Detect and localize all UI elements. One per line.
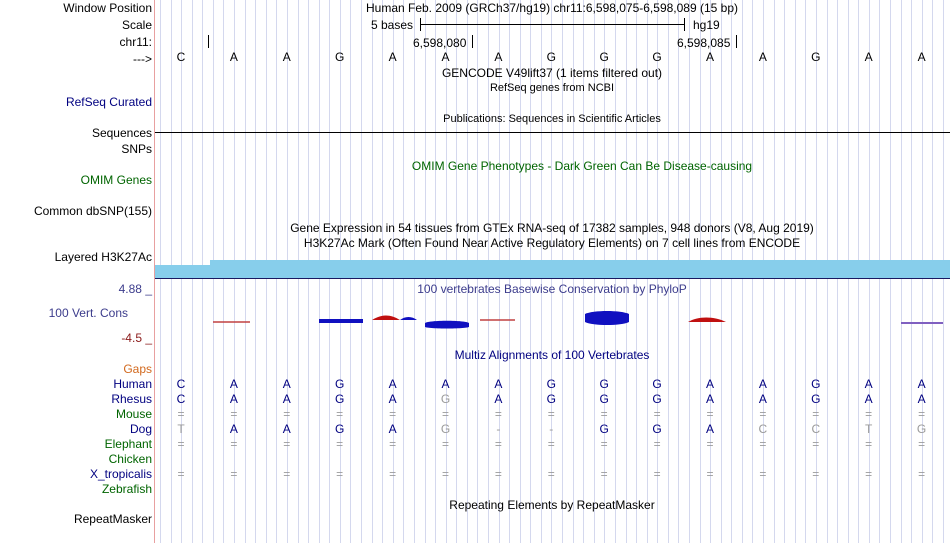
alignment-base: T <box>865 422 873 436</box>
multiz-title[interactable]: Multiz Alignments of 100 Vertebrates <box>454 348 650 362</box>
alignment-base: = <box>177 437 185 451</box>
alignment-base: A <box>229 422 238 436</box>
species-label-human[interactable]: Human <box>113 377 152 391</box>
alignment-base: G <box>599 377 609 391</box>
coord-tick-label-1: 6,598,080 <box>413 36 467 50</box>
alignment-base: = <box>812 437 820 451</box>
alignment-base: G <box>546 392 556 406</box>
alignment-base: C <box>176 392 186 406</box>
h3k27ac-baseline <box>155 278 950 279</box>
repeatmasker-title[interactable]: Repeating Elements by RepeatMasker <box>449 498 655 512</box>
alignment-base: = <box>494 467 502 481</box>
alignment-base: = <box>283 467 291 481</box>
reference-base: A <box>758 50 767 64</box>
omim-pheno-title[interactable]: OMIM Gene Phenotypes - Dark Green Can Be Disease-causing <box>411 159 753 173</box>
alignment-base: G <box>916 422 927 436</box>
alignment-base: C <box>811 422 821 436</box>
reference-base: C <box>176 50 186 64</box>
reference-base: A <box>282 50 291 64</box>
track-label-column <box>0 0 154 543</box>
alignment-base: = <box>759 467 767 481</box>
alignment-base: = <box>865 467 873 481</box>
alignment-base: A <box>705 422 714 436</box>
alignment-base: = <box>706 437 714 451</box>
alignment-base: = <box>389 407 397 421</box>
alignment-base: = <box>706 407 714 421</box>
reference-base: A <box>705 50 714 64</box>
alignment-base: G <box>652 392 662 406</box>
reference-base: G <box>599 50 609 64</box>
alignment-base: A <box>864 377 873 391</box>
alignment-base: G <box>811 392 821 406</box>
alignment-base: A <box>917 392 926 406</box>
publications-title[interactable]: Publications: Sequences in Scientific Articles <box>443 113 661 125</box>
gencode-title[interactable]: GENCODE V49lift37 (1 items filtered out) <box>441 66 663 80</box>
alignment-base: = <box>918 467 926 481</box>
coord-tick-2 <box>736 35 737 48</box>
species-label-chicken[interactable]: Chicken <box>108 452 152 466</box>
alignment-base: G <box>546 377 556 391</box>
alignment-base: G <box>652 377 662 391</box>
alignment-base: = <box>441 467 449 481</box>
alignment-base: - <box>496 422 501 436</box>
alignment-base: = <box>918 407 926 421</box>
reference-base: G <box>811 50 821 64</box>
scale-bar-left-tick <box>420 18 421 31</box>
alignment-base: = <box>547 437 555 451</box>
alignment-base: A <box>758 392 767 406</box>
alignment-base: = <box>547 407 555 421</box>
alignment-base: = <box>494 437 502 451</box>
alignment-base: A <box>917 377 926 391</box>
alignment-base: = <box>653 467 661 481</box>
alignment-base: - <box>549 422 554 436</box>
alignment-base: A <box>388 392 397 406</box>
scale-bar <box>420 24 685 25</box>
phylop-logo <box>155 308 950 338</box>
alignment-base: G <box>335 422 345 436</box>
omim-genes-label[interactable]: OMIM Genes <box>80 173 152 187</box>
reference-base: G <box>652 50 662 64</box>
sequences-label[interactable]: Sequences <box>91 126 152 140</box>
alignment-base: = <box>283 437 291 451</box>
alignment-base: G <box>335 377 345 391</box>
species-label-x_tropicalis[interactable]: X_tropicalis <box>89 467 152 481</box>
phylop-title[interactable]: 100 vertebrates Basewise Conservation by PhyloP <box>417 282 687 296</box>
alignment-base: = <box>600 437 608 451</box>
alignment-base: = <box>283 407 291 421</box>
alignment-base: = <box>441 407 449 421</box>
alignment-base: = <box>600 467 608 481</box>
scale-bar-right-tick <box>684 18 685 31</box>
scale-label: Scale <box>121 18 152 32</box>
alignment-base: A <box>494 377 503 391</box>
alignment-base: = <box>336 437 344 451</box>
alignment-base: G <box>599 392 609 406</box>
alignment-base: A <box>388 377 397 391</box>
alignment-base: = <box>547 467 555 481</box>
alignment-base: = <box>389 467 397 481</box>
alignment-base: A <box>494 392 503 406</box>
alignment-base: A <box>229 377 238 391</box>
alignment-base: G <box>440 422 451 436</box>
alignment-base: = <box>759 437 767 451</box>
coord-tick-label-2: 6,598,085 <box>677 36 731 50</box>
alignment-base: = <box>706 467 714 481</box>
alignment-base: G <box>335 392 345 406</box>
coord-start-tick <box>208 35 209 48</box>
h3k27ac-title[interactable]: H3K27Ac Mark (Often Found Near Active Regulatory Elements) on 7 cell lines from ENCODE <box>303 236 801 250</box>
alignment-base: T <box>177 422 185 436</box>
species-label-zebrafish[interactable]: Zebrafish <box>101 482 152 496</box>
h3k27ac-label[interactable]: Layered H3K27Ac <box>54 250 152 264</box>
alignment-base: = <box>336 467 344 481</box>
gtex-title[interactable]: Gene Expression in 54 tissues from GTEx RNA-seq of 17382 samples, 948 donors (V8, Aug 2019) <box>290 221 814 235</box>
alignment-base: = <box>230 407 238 421</box>
alignment-base: = <box>389 437 397 451</box>
phylop-min-label: -4.5 _ <box>121 331 152 345</box>
species-label-rhesus[interactable]: Rhesus <box>111 392 152 406</box>
reference-base: A <box>494 50 503 64</box>
alignment-base: = <box>230 467 238 481</box>
alignment-base: A <box>229 392 238 406</box>
chrom-label: chr11: <box>119 35 152 49</box>
reference-base: G <box>546 50 556 64</box>
alignment-base: = <box>653 407 661 421</box>
alignment-base: = <box>759 407 767 421</box>
phylop-label[interactable]: 100 Vert. Cons <box>48 306 128 320</box>
alignment-base: A <box>282 422 291 436</box>
window-position-label: Window Position <box>63 1 152 15</box>
h3k27ac-signal <box>210 260 950 278</box>
reference-base: A <box>388 50 397 64</box>
reference-base: A <box>229 50 238 64</box>
reference-base: A <box>864 50 873 64</box>
refseq-label[interactable]: RefSeq Curated <box>65 95 152 109</box>
track-image[interactable] <box>155 0 950 543</box>
repeatmasker-label[interactable]: RepeatMasker <box>73 512 152 526</box>
alignment-base: = <box>177 407 185 421</box>
window-position-text: Human Feb. 2009 (GRCh37/hg19) chr11:6,598,075-6,598,089 (15 bp) <box>365 1 739 15</box>
alignment-base: A <box>388 422 397 436</box>
scale-assembly: hg19 <box>693 18 720 32</box>
alignment-base: A <box>705 377 714 391</box>
alignment-base: = <box>812 467 820 481</box>
alignment-base: = <box>494 407 502 421</box>
alignment-base: G <box>811 377 821 391</box>
dbsnp-label[interactable]: Common dbSNP(155) <box>33 204 152 218</box>
alignment-base: G <box>599 422 609 436</box>
alignment-base: = <box>336 407 344 421</box>
sequences-divider <box>155 132 950 133</box>
scale-bases: 5 bases <box>371 18 414 32</box>
alignment-base: A <box>282 392 291 406</box>
reference-base: A <box>917 50 926 64</box>
alignment-base: = <box>865 407 873 421</box>
alignment-base: = <box>600 407 608 421</box>
alignment-base: A <box>758 377 767 391</box>
reference-base: A <box>441 50 450 64</box>
alignment-base: = <box>177 467 185 481</box>
alignment-base: = <box>441 437 449 451</box>
gaps-label[interactable]: Gaps <box>123 362 152 376</box>
alignment-base: G <box>440 392 451 406</box>
strand-label[interactable]: ---> <box>133 52 152 66</box>
phylop-max-label: 4.88 _ <box>118 282 152 296</box>
alignment-base: = <box>230 437 238 451</box>
alignment-base: G <box>652 422 662 436</box>
alignment-base: C <box>176 377 186 391</box>
alignment-base: C <box>758 422 768 436</box>
alignment-base: A <box>705 392 714 406</box>
refseq-title[interactable]: RefSeq genes from NCBI <box>489 82 615 94</box>
alignment-base: A <box>282 377 291 391</box>
alignment-base: A <box>864 392 873 406</box>
species-label-elephant[interactable]: Elephant <box>104 437 152 451</box>
alignment-base: A <box>441 377 450 391</box>
h3k27ac-signal-left <box>155 265 210 278</box>
alignment-base: = <box>918 437 926 451</box>
alignment-base: = <box>812 407 820 421</box>
species-label-dog[interactable]: Dog <box>129 422 152 436</box>
alignment-base: = <box>653 437 661 451</box>
species-label-mouse[interactable]: Mouse <box>115 407 152 421</box>
coord-tick-1 <box>472 35 473 48</box>
alignment-base: = <box>865 437 873 451</box>
reference-base: G <box>335 50 345 64</box>
snps-label[interactable]: SNPs <box>121 142 152 156</box>
